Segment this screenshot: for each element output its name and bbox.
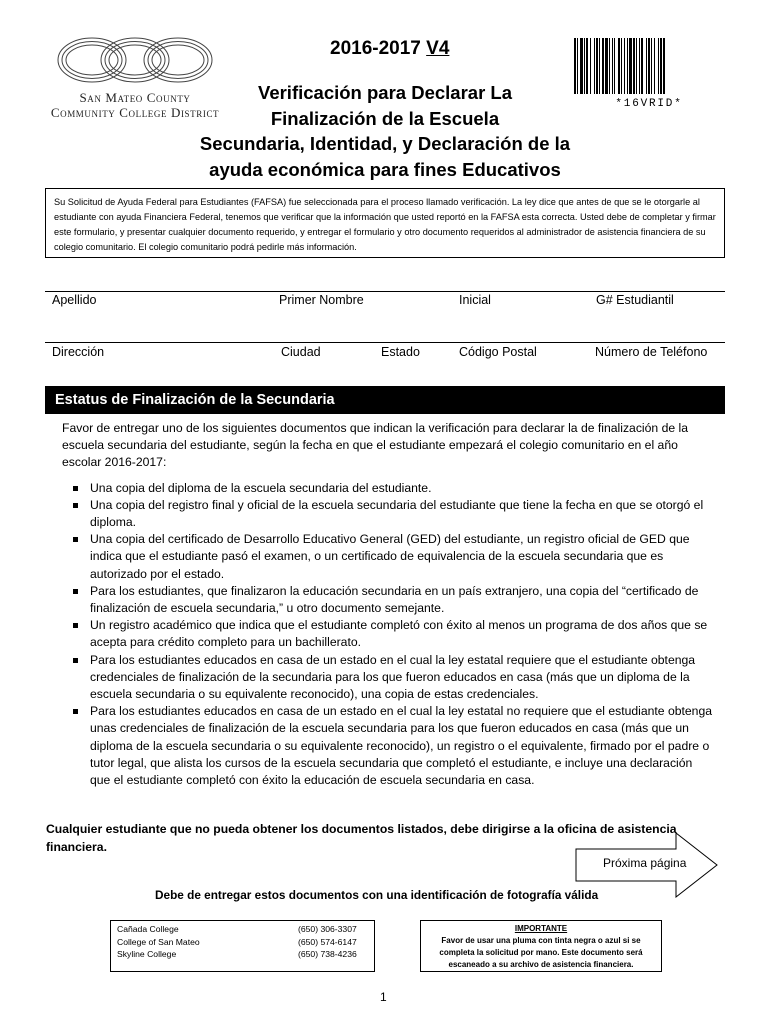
title-line-3: Secundaria, Identidad, y Declaración de la	[199, 133, 571, 154]
page-title	[175, 80, 595, 182]
page-number: 1	[380, 990, 387, 1004]
important-box	[420, 920, 662, 972]
section-heading: Estatus de Finalización de la Secundaria	[45, 386, 725, 414]
doc-code-prefix: 2016-2017	[330, 38, 427, 59]
doc-code-version: V4	[426, 38, 450, 59]
field-city[interactable]: Ciudad	[281, 345, 321, 359]
photo-id-note: Debe de entregar estos documentos con una identificación de fotografía válida	[155, 888, 599, 902]
field-first-name[interactable]: Primer Nombre	[279, 293, 364, 307]
section-body	[62, 420, 712, 789]
next-page-label: Próxima página	[603, 856, 687, 870]
list-item: Para los estudiantes, que finalizaron la educación secundaria en un país extranjero, una copia del “certificado de finalización de escuela secundaria,” u otro documento semejante.	[90, 583, 712, 617]
important-heading: IMPORTANTE	[514, 924, 568, 933]
field-last-name[interactable]: Apellido	[52, 293, 97, 307]
document-code	[330, 38, 449, 60]
contact-phone: (650) 738-4236	[298, 949, 357, 959]
contact-phone: (650) 306-3307	[298, 924, 357, 934]
list-item: Para los estudiantes educados en casa de un estado en el cual la ley estatal no requiere que el estudiante obtenga unas credenciales de finalización de la escuela secundaria para los que fueron educados en casa (más que un diploma de la escuela secundaria o su equivalente reconocido), un registro o el equivalente, firmado por el padre o tutor legal, que alista los cursos de la escuela secundaria que completó el estudiante, e incluye una declaración que el estudiante completó con éxito la educación de escuela secundaria en casa.	[90, 703, 712, 789]
logo-line-2: Community College District	[50, 105, 220, 120]
field-phone[interactable]: Número de Teléfono	[595, 345, 708, 359]
title-line-1: Verificación para Declarar La	[258, 82, 512, 103]
fafsa-notice: Su Solicitud de Ayuda Federal para Estudiantes (FAFSA) fue seleccionada para el proceso llamado verificación. La ley dice que antes de que se le otorgarle al estudiante con ayuda Financiera Federal, tenemos que verificar que la información que usted reportó en la FAFSA esta correcta. Usted debe de completar y firmar este formulario, y presentar cualquier documento requerido, y entregar el formulario y otro documento requeridos al administrador de asistencia financiera de su colegio comunitario. El colegio comunitario podrá pedirle más información.	[45, 188, 725, 258]
contact-phone: (650) 574-6147	[298, 936, 357, 947]
field-zip[interactable]: Código Postal	[459, 345, 537, 359]
financial-aid-note: Cualquier estudiante que no pueda obtener los documentos listados, debe dirigirse a la oficina de asistencia financiera.	[46, 822, 677, 854]
field-state[interactable]: Estado	[381, 345, 420, 359]
contact-row	[117, 923, 368, 936]
list-item: Un registro académico que indica que el estudiante completó con éxito al menos un programa de dos años que se acepta para crédito completo para un bachillerato.	[90, 617, 712, 651]
field-student-id[interactable]: G# Estudiantil	[596, 293, 674, 307]
contact-college: Cañada College	[117, 924, 179, 934]
barcode	[574, 38, 722, 110]
field-initial[interactable]: Inicial	[459, 293, 491, 307]
contact-row	[117, 948, 368, 961]
college-contacts	[110, 920, 375, 972]
list-item: Una copia del diploma de la escuela secundaria del estudiante.	[90, 480, 712, 497]
rings-icon	[50, 34, 220, 86]
document-list	[62, 480, 712, 790]
contact-row	[117, 936, 368, 949]
list-item: Para los estudiantes educados en casa de un estado en el cual la ley estatal requiere que el estudiante obtenga credenciales de finalización de la secundaria para los que fueron educados en casa (más que un diploma de la escuela secundaria o su equivalente reconocido), una copia de estas credenciales.	[90, 652, 712, 704]
contact-college: Skyline College	[117, 949, 177, 959]
contact-college: College of San Mateo	[117, 936, 200, 947]
barcode-icon	[574, 38, 722, 96]
title-line-2: Finalización de la Escuela	[270, 107, 500, 129]
logo-line-1: San Mateo County	[79, 90, 191, 105]
section-intro: Favor de entregar uno de los siguientes documentos que indican la verificación para declarar la de finalización de la escuela secundaria del estudiante, según la fecha en que el estudiante empezará el colegio comunitario en el año escolar 2016-2017:	[62, 421, 689, 470]
address-field-line	[45, 342, 725, 344]
list-item: Una copia del certificado de Desarrollo Educativo General (GED) del estudiante, un registro oficial de GED que indica que el estudiante pasó el examen, o un certificado de equivalencia de la escuela secundaria que es autorizado por el estado.	[90, 531, 712, 583]
barcode-text: *16VRID*	[615, 98, 683, 110]
title-line-4: ayuda económica para fines Educativos	[209, 158, 561, 180]
list-item: Una copia del registro final y oficial de la escuela secundaria del estudiante que tiene la fecha en que se otorgó el diploma.	[90, 497, 712, 531]
important-text: Favor de usar una pluma con tinta negra o azul si se completa la solicitud por mano. Este documento será escaneado a su archivo de asistencia financiera.	[439, 936, 643, 969]
field-address[interactable]: Dirección	[52, 345, 105, 359]
